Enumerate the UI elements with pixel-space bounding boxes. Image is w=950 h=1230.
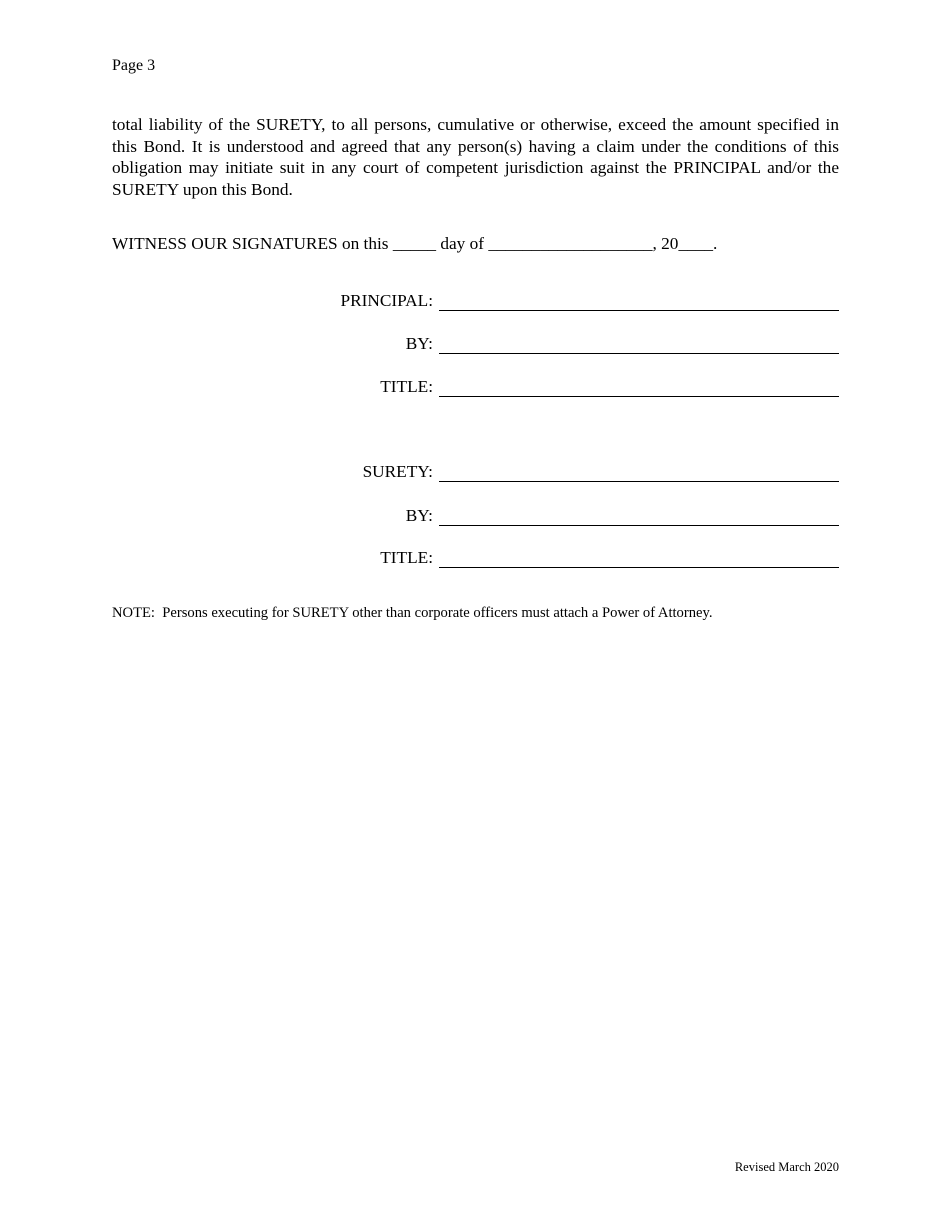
principal-signature-row — [112, 291, 839, 313]
principal-signature-line[interactable] — [439, 310, 839, 311]
surety-by-line[interactable] — [439, 525, 839, 526]
surety-title-label: TITLE: — [380, 548, 433, 567]
witness-signatures-line: WITNESS OUR SIGNATURES on this _____ day of ___________________, 20____. — [112, 234, 718, 253]
revision-date: Revised March 2020 — [734, 1160, 839, 1174]
principal-title-label: TITLE: — [380, 377, 433, 396]
power-of-attorney-note: NOTE: Persons executing for SURETY other than corporate officers must attach a Power of Attorney. — [112, 605, 713, 621]
principal-label: PRINCIPAL: — [340, 291, 433, 310]
bond-liability-paragraph: total liability of the SURETY, to all persons, cumulative or otherwise, exceed the amount specified in this Bond. It is understood and agreed that any person(s) having a claim under the conditions of this obligation may initiate suit in any court of competent jurisdiction against the PRINCIPAL and/or the SURETY upon this Bond. — [112, 115, 839, 199]
principal-by-label: BY: — [405, 334, 433, 353]
surety-title-line[interactable] — [439, 567, 839, 568]
principal-title-line[interactable] — [439, 396, 839, 397]
surety-by-label: BY: — [405, 506, 433, 525]
principal-by-line[interactable] — [439, 353, 839, 354]
principal-title-row — [112, 377, 839, 399]
surety-title-row — [112, 548, 839, 570]
surety-label: SURETY: — [362, 462, 433, 481]
principal-by-row — [112, 334, 839, 356]
surety-signature-line[interactable] — [439, 481, 839, 482]
surety-by-row — [112, 506, 839, 528]
page-number: Page 3 — [112, 57, 156, 74]
surety-signature-row — [112, 462, 839, 484]
